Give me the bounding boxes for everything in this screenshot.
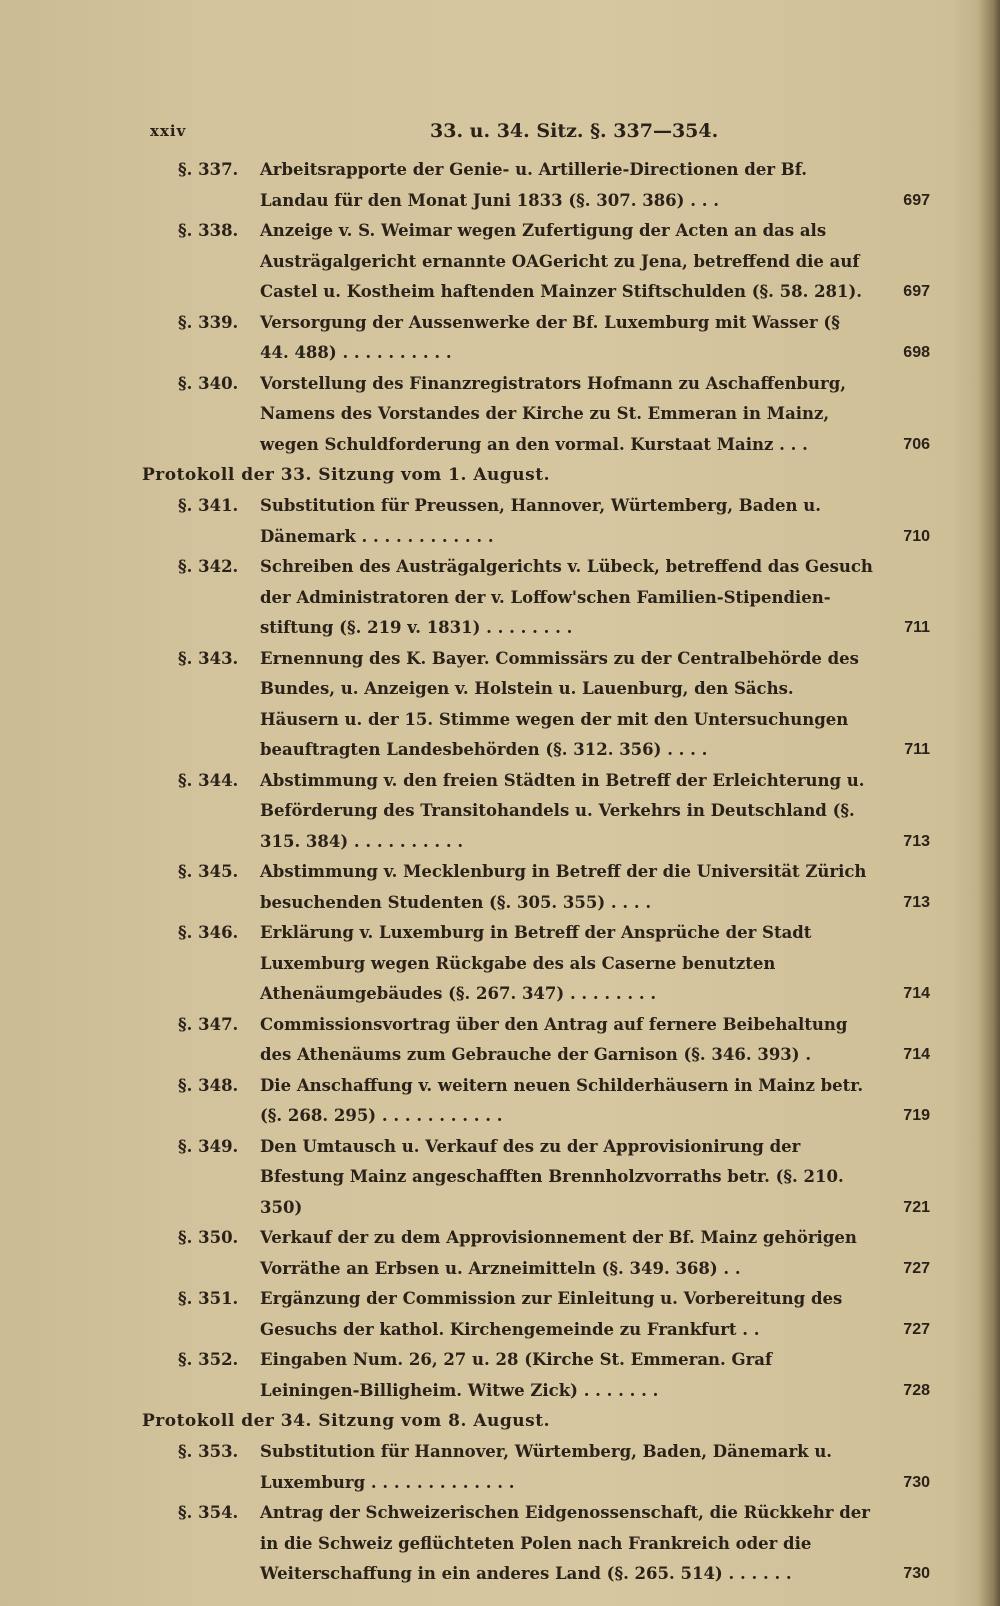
page-reference: 730 [903,1565,930,1582]
paragraph-number: §. 346. [178,923,239,942]
page-reference: 714 [903,1046,930,1063]
entry-text: Ernennung des K. Bayer. Commissärs zu der Centralbehörde des Bundes, u. Anzeigen v. Holstein u. Lauenburg, den Sächs. Häusern u. der 15. Stimme wegen der mit den Untersuchungen beauftragten Landesbehörden (§. 312. 356) . . . . [260,648,859,759]
page-reference: 727 [903,1259,930,1277]
page-reference: 697 [903,283,930,300]
entry-text: Eingaben Num. 26, 27 u. 28 (Kirche St. Emmeran. Graf Leiningen-Billigheim. Witwe Zick) . . . . . . . [260,1350,773,1400]
page-reference: 697 [903,191,930,209]
entry-text: Commissionsvortrag über den Antrag auf fernere Beibehaltung des Athenäums zum Gebrauche der Garnison (§. 346. 393) . [260,1014,848,1064]
paragraph-number: §. 343. [178,648,239,668]
entry-text: Arbeitsrapporte der Genie- u. Artillerie-Directionen der Bf. Landau für den Monat Juni 1833 (§. 307. 386) . . . [260,160,807,210]
paragraph-number: §. 349. [178,1136,239,1156]
paragraph-number: §. 345. [178,862,239,881]
paragraph-number: §. 341. [178,496,239,515]
entry-text: Abstimmung v. Mecklenburg in Betreff der die Universität Zürich besuchenden Studenten (§. 305. 355) . . . . [260,862,867,912]
entry-text: Erklärung v. Luxemburg in Betreff der Ansprüche der Stadt Luxemburg wegen Rückgabe des als Caserne benutzten Athenäumgebäudes (§. 267. 347) . . . . . . . . [260,923,812,1003]
toc-entry [130,1498,930,1590]
paragraph-number: §. 350. [178,1228,239,1247]
paragraph-number: §. 337. [178,160,239,179]
page-edge-shadow [978,0,1000,1606]
entry-text: Schreiben des Austrägalgerichts v. Lübeck, betreffend das Gesuch der Administratoren der v. Loffow'schen Familien-Stipendien-stiftung (§. 219 v. 1831) . . . . . . . . [260,557,873,637]
toc-entry [130,918,930,1010]
toc-entry [130,1284,930,1345]
page-reference: 710 [903,527,930,545]
paragraph-number: §. 338. [178,221,239,240]
toc-entry [130,1437,930,1498]
toc-entry [130,1345,930,1406]
toc-entry [130,1071,930,1132]
page-reference: 728 [903,1381,930,1399]
page-reference: 721 [903,1198,930,1216]
entry-text: Die Anschaffung v. weitern neuen Schilderhäusern in Mainz betr. (§. 268. 295) . . . . . . . . . . . [260,1075,864,1125]
table-of-contents [130,155,930,1590]
page-reference: 713 [903,832,930,850]
page-reference: 730 [903,1473,930,1491]
toc-entry [130,1010,930,1071]
page-reference: 706 [903,435,930,453]
page-reference: 711 [904,619,930,636]
toc-entry [130,857,930,918]
page-reference: 711 [904,741,930,758]
toc-entry [130,1132,930,1224]
entry-text: Den Umtausch u. Verkauf des zu der Approvisionirung der Bfestung Mainz angeschafften Brennholzvorraths betr. (§. 210. 350) [260,1136,844,1217]
running-head: 33. u. 34. Sitz. §. 337—354. [430,120,719,142]
page-reference: 713 [903,893,930,911]
toc-entry [130,644,930,766]
entry-text: Verkauf der zu dem Approvisionnement der Bf. Mainz gehörigen Vorräthe an Erbsen u. Arzneimitteln (§. 349. 368) . . [260,1228,857,1278]
toc-entry [130,308,930,369]
entry-text: Substitution für Preussen, Hannover, Würtemberg, Baden u. Dänemark . . . . . . . . . . . . [260,496,821,546]
page-reference: 719 [903,1107,930,1124]
paragraph-number: §. 342. [178,557,239,576]
entry-text: Antrag der Schweizerischen Eidgenossenschaft, die Rückkehr der in die Schweiz geflüchteten Polen nach Frankreich oder die Weiterschaffung in ein anderes Land (§. 265. 514) . . . . . . [260,1503,870,1583]
toc-entry [130,491,930,552]
paragraph-number: §. 348. [178,1075,239,1095]
paragraph-number: §. 339. [178,312,239,332]
page-reference: 727 [903,1320,930,1338]
toc-entry [130,766,930,858]
toc-entry [130,552,930,644]
paragraph-number: §. 340. [178,373,239,393]
paragraph-number: §. 354. [178,1503,239,1522]
paragraph-number: §. 344. [178,770,239,790]
entry-text: Ergänzung der Commission zur Einleitung u. Vorbereitung des Gesuchs der kathol. Kirchengemeinde zu Frankfurt . . [260,1289,843,1339]
paragraph-number: §. 347. [178,1014,239,1034]
page-numeral: xxiv [150,122,187,140]
paragraph-number: §. 351. [178,1289,239,1308]
paragraph-number: §. 353. [178,1442,239,1461]
entry-text: Substitution für Hannover, Würtemberg, Baden, Dänemark u. Luxemburg . . . . . . . . . . . . . [260,1442,833,1492]
page-header [150,120,920,146]
entry-text: Vorstellung des Finanzregistrators Hofmann zu Aschaffenburg, Namens des Vorstandes der Kirche zu St. Emmeran in Mainz, wegen Schuldforderung an den vormal. Kurstaat Mainz . . . [260,373,847,454]
paragraph-number: §. 352. [178,1350,239,1369]
toc-entry [130,369,930,461]
protocol-heading: Protokoll der 33. Sitzung vom 1. August. [142,465,550,485]
entry-text: Versorgung der Aussenwerke der Bf. Luxemburg mit Wasser (§ 44. 488) . . . . . . . . . . [260,312,840,362]
page-reference: 698 [903,344,930,361]
protocol-heading: Protokoll der 34. Sitzung vom 8. August. [142,1411,550,1431]
toc-entry [130,1223,930,1284]
entry-text: Anzeige v. S. Weimar wegen Zufertigung der Acten an das als Austrägalgericht ernannte OAGericht zu Jena, betreffend die auf Castel u. Kostheim haftenden Mainzer Stiftschulden (§. 58. 281). [260,221,863,301]
entry-text: Abstimmung v. den freien Städten in Betreff der Erleichterung u. Beförderung des Transitohandels u. Verkehrs in Deutschland (§. 315. 384) . . . . . . . . . . [260,770,865,851]
page-reference: 714 [903,985,930,1002]
toc-entry [130,155,930,216]
toc-entry [130,216,930,308]
